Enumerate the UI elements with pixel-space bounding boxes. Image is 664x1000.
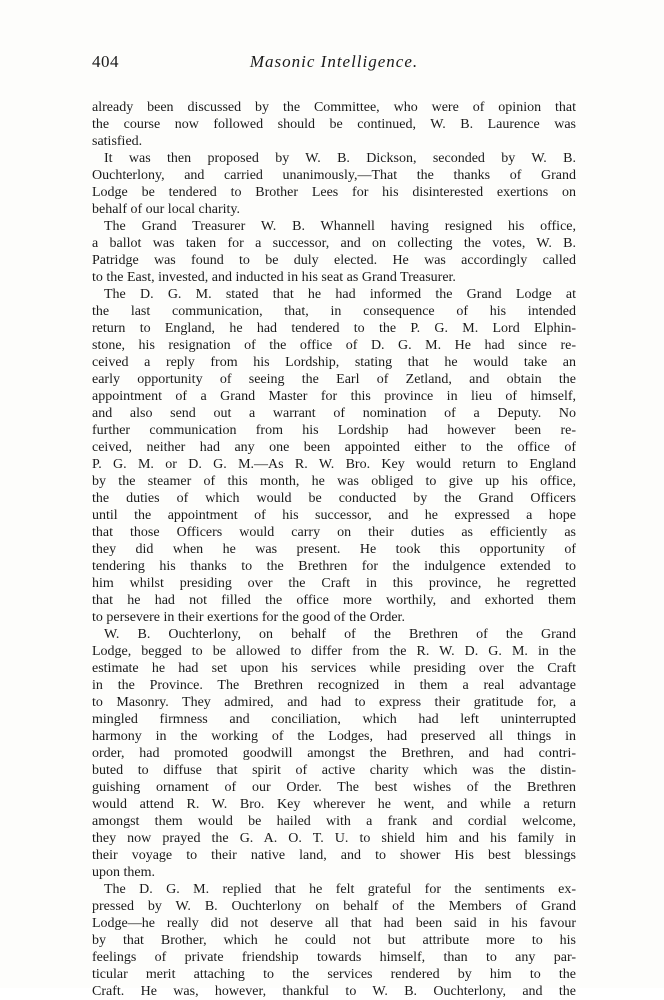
text-line: upon them.: [92, 865, 155, 880]
text-line: to Masonry. They admired, and had to express their gratitude for, a: [92, 695, 576, 710]
text-line: buted to diffuse that spirit of active charity which was the distin-: [92, 763, 576, 778]
text-line: Ouchterlony, and carried unanimously,—That the thanks of Grand: [92, 168, 576, 183]
text-line: further communication from his Lordship had however been re-: [92, 423, 576, 438]
text-line: by that Brother, which he could not but attribute more to his: [92, 933, 576, 948]
text-line: to persevere in their exertions for the good of the Order.: [92, 610, 405, 625]
text-line: satisfied.: [92, 134, 143, 149]
text-line: Patridge was found to be duly elected. He was accordingly called: [92, 253, 576, 268]
text-line: in the Province. The Brethren recognized in them a real advantage: [92, 678, 576, 693]
running-head: [92, 52, 576, 74]
text-line: Lodge, begged to be allowed to differ from the R. W. D. G. M. in the: [92, 644, 576, 659]
text-line: return to England, he had tendered to the P. G. M. Lord Elphin-: [92, 321, 576, 336]
body-text: [92, 99, 576, 1000]
text-line: The Grand Treasurer W. B. Whannell having resigned his office,: [104, 219, 576, 234]
text-line: stone, his resignation of the office of D. G. M. He had since re-: [92, 338, 576, 353]
text-line: already been discussed by the Committee, who were of opinion that: [92, 100, 576, 115]
text-line: early opportunity of seeing the Earl of Zetland, and obtain the: [92, 372, 576, 387]
text-line: pressed by W. B. Ouchterlony on behalf of the Members of Grand: [92, 899, 576, 914]
text-line: the course now followed should be continued, W. B. Laurence was: [92, 117, 576, 132]
text-line: order, had promoted goodwill amongst the Brethren, and had contri-: [92, 746, 576, 761]
text-line: W. B. Ouchterlony, on behalf of the Brethren of the Grand: [104, 627, 576, 642]
text-line: their voyage to their native land, and to shower His best blessings: [92, 848, 576, 863]
text-line: harmony in the working of the Lodges, had preserved all things in: [92, 729, 576, 744]
text-line: The D. G. M. replied that he felt grateful for the sentiments ex-: [104, 882, 576, 897]
text-line: would attend R. W. Bro. Key wherever he went, and while a return: [92, 797, 576, 812]
text-line: until the appointment of his successor, and he expressed a hope: [92, 508, 576, 523]
text-line: that those Officers would carry on their duties as efficiently as: [92, 525, 576, 540]
text-line: him whilst presiding over the Craft in this province, he regretted: [92, 576, 576, 591]
text-line: estimate he had set upon his services while presiding over the Craft: [92, 661, 576, 676]
page-number: 404: [92, 52, 119, 71]
text-line: ticular merit attaching to the services rendered by him to the: [92, 967, 576, 982]
text-line: the last communication, that, in consequence of his intended: [92, 304, 576, 319]
text-line: It was then proposed by W. B. Dickson, seconded by W. B.: [104, 151, 576, 166]
text-line: ceived a reply from his Lordship, stating that he would take an: [92, 355, 576, 370]
text-line: Lodge be tendered to Brother Lees for his disinterested exertions on: [92, 185, 576, 200]
running-head-title: Masonic Intelligence.: [249, 52, 419, 71]
text-line: by the steamer of this month, he was obliged to give up his office,: [92, 474, 576, 489]
text-line: the duties of which would be conducted by the Grand Officers: [92, 491, 576, 506]
text-line: to the East, invested, and inducted in his seat as Grand Treasurer.: [92, 270, 456, 285]
text-line: The D. G. M. stated that he had informed the Grand Lodge at: [104, 287, 576, 302]
text-line: feelings of private friendship towards himself, than to any par-: [92, 950, 576, 965]
text-line: a ballot was taken for a successor, and on collecting the votes, W. B.: [92, 236, 576, 251]
text-line: P. G. M. or D. G. M.—As R. W. Bro. Key would return to England: [92, 457, 576, 472]
text-line: guishing ornament of our Order. The best wishes of the Brethren: [92, 780, 576, 795]
text-line: tendering his thanks to the Brethren for the indulgence extended to: [92, 559, 576, 574]
text-line: Lodge—he really did not deserve all that had been said in his favour: [92, 916, 576, 931]
text-line: mingled firmness and conciliation, which had left uninterrupted: [92, 712, 576, 727]
text-line: behalf of our local charity.: [92, 202, 240, 217]
text-line: and also send out a warrant of nomination of a Deputy. No: [92, 406, 576, 421]
text-line: that he had not filled the office more worthily, and exhorted them: [92, 593, 576, 608]
text-line: appointment of a Grand Master for this province in lieu of himself,: [92, 389, 576, 404]
text-line: Craft. He was, however, thankful to W. B. Ouchterlony, and the: [92, 984, 576, 999]
text-line: amongst them would be hailed with a frank and cordial welcome,: [92, 814, 576, 829]
text-line: ceived, neither had any one been appointed either to the office of: [92, 440, 576, 455]
text-line: they now prayed the G. A. O. T. U. to shield him and his family in: [92, 831, 576, 846]
text-line: they did when he was present. He took this opportunity of: [92, 542, 576, 557]
